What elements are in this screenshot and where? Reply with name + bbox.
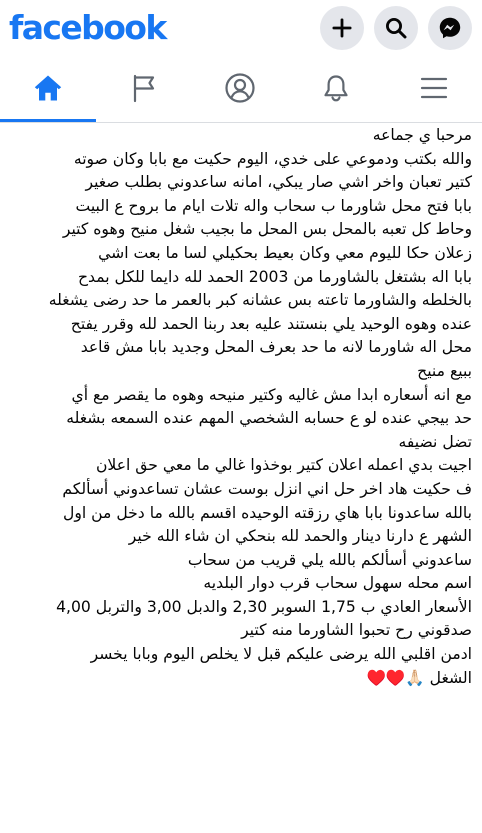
post-line: ببيع منيح: [417, 361, 472, 380]
post-text: [10, 124, 472, 690]
post-line: الأسعار العادي ب 1,75 السوبر 2,30 والدبل 3,00 والتربل 4,00: [56, 597, 472, 616]
post-line: كتير تعبان واخر اشي صار يبكي، امانه ساعدوني بطلب صغير: [85, 173, 472, 192]
post-line: زعلان حكا لليوم معي وكان بعيط بحكيلي لسا ما بعت اشي: [98, 243, 472, 262]
post-line: بابا اله بشتغل بالشاورما من 2003 الحمد لله دايما للكل بمدح: [77, 267, 472, 286]
facebook-logo[interactable]: facebook: [9, 8, 166, 47]
messenger-button[interactable]: [428, 6, 472, 50]
post-line: مرحبا ي جماعه: [372, 126, 472, 144]
tab-profile[interactable]: [192, 58, 288, 122]
post-line: بابا فتح محل شاورما ب سحاب واله تلات ايام ما بروح ع البيت: [75, 196, 472, 215]
flag-icon: [129, 73, 159, 107]
post-line: مع انه أسعاره ابدا مش غاليه وكتير منيحه وهوه ما يقصر مع أي: [71, 385, 472, 404]
post-line: حد بيجي عنده لو ع حسابه الشخصي المهم عنده السمعه بشغله: [66, 409, 472, 428]
main-nav: [0, 58, 482, 122]
tab-menu[interactable]: [386, 58, 482, 122]
menu-icon: [419, 73, 449, 107]
profile-icon: [224, 72, 256, 108]
post-line: محل اله شاورما لانه ما حد بعرف المحل وجديد بابا مش قاعد: [80, 338, 472, 357]
post-line: بالخلطه والشاورما تاعته بس عشانه كبر بالعمر ما حد رضى يشغله: [48, 291, 472, 310]
post-line: ف حكيت هاد اخر حل اني انزل بوست عشان تساعدوني أسألكم: [62, 479, 472, 498]
post-line: بالله ساعدونا بابا هاي رزقته الوحيده اقسم بالله ما دخل من اول: [63, 503, 472, 522]
post-line: وحاط كل تعبه بالمحل بس المحل ما بجيب شغل منيح وهوه كتير: [62, 220, 472, 239]
post-line: الشغل 🙏🏻♥️♥️: [366, 668, 472, 687]
home-icon: [32, 72, 64, 108]
post-line: ادمن اقلبي الله يرضى عليكم قبل لا يخلص اليوم وبابا يخسر: [90, 645, 472, 664]
tab-pages[interactable]: [96, 58, 192, 122]
tab-notifications[interactable]: [288, 58, 384, 122]
post-line: صدقوني رح تحبوا الشاورما منه كتير: [241, 621, 472, 640]
nav-divider: [0, 122, 482, 123]
create-button[interactable]: [320, 6, 364, 50]
search-icon: [385, 17, 407, 39]
tab-home[interactable]: [0, 58, 96, 122]
bell-icon: [321, 73, 351, 107]
post-line: اسم محله سهول سحاب قرب دوار البلديه: [203, 574, 472, 593]
messenger-icon: [438, 16, 462, 40]
post-line: اجيت بدي اعمله اعلان كتير بوخذوا غالي ما معي حق اعلان: [95, 456, 472, 475]
post-line: ساعدوني أسألكم بالله يلي قريب من سحاب: [187, 550, 472, 569]
post-line: عنده وهوه الوحيد يلي بنستند عليه بعد ربنا الحمد لله وقرر يفتح: [70, 314, 472, 333]
post-line: الشهر ع دارنا دينار والحمد لله بنحكي ان شاء الله خير: [128, 527, 472, 546]
top-bar: [0, 0, 482, 58]
post-line: تضل نضيفه: [398, 432, 472, 451]
post-line: والله بكتب ودموعي على خدي، اليوم حكيت مع بابا وكان صوته: [73, 149, 472, 168]
plus-icon: [331, 17, 353, 39]
search-button[interactable]: [374, 6, 418, 50]
